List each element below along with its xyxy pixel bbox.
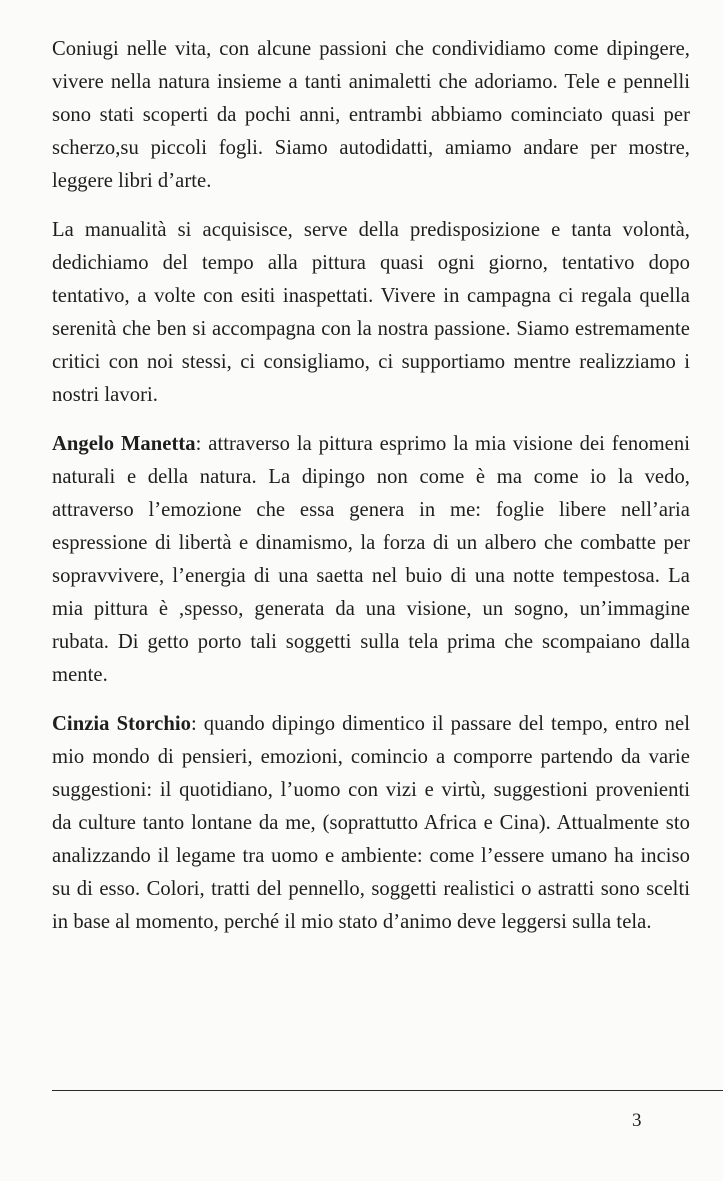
page-body xyxy=(52,33,690,955)
paragraph-intro: Coniugi nelle vita, con alcune passioni che condividiamo come dipingere, vivere nella natura insieme a tanti animaletti che adoriamo. Tele e pennelli sono stati scoperti da pochi anni, entrambi abbiamo cominciato quasi per scherzo,su piccoli fogli. Siamo autodidatti, amiamo andare per mostre, leggere libri d’arte. xyxy=(52,38,690,192)
paragraph-angelo-manetta xyxy=(52,428,690,692)
footer-rule xyxy=(52,1090,723,1091)
author-name: Cinzia Storchio xyxy=(52,713,191,735)
page-number: 3 xyxy=(632,1110,642,1131)
paragraph-text: : attraverso la pittura esprimo la mia visione dei fenomeni naturali e della natura. La dipingo non come è ma come io la vedo, attraverso l’emozione che essa genera in me: foglie libere nell’aria espressione di libertà e dinamismo, la forza di un albero che combatte per sopravvivere, l’energia di una saetta nel buio di una notte tempestosa. La mia pittura è ,spesso, generata da una visione, un sogno, un’immagine rubata. Di getto porto tali soggetti sulla tela prima che scompaiano dalla mente. xyxy=(52,433,690,686)
paragraph-cinzia-storchio xyxy=(52,708,690,939)
paragraph-text: : quando dipingo dimentico il passare del tempo, entro nel mio mondo di pensieri, emozioni, comincio a comporre partendo da varie suggestioni: il quotidiano, l’uomo con vizi e virtù, suggestioni provenienti da culture tanto lontane da me, (soprattutto Africa e Cina). Attualmente sto analizzando il legame tra uomo e ambiente: come l’essere umano ha inciso su di esso. Colori, tratti del pennello, soggetti realistici o astratti sono scelti in base al momento, perché il mio stato d’animo deve leggersi sulla tela. xyxy=(52,713,690,933)
paragraph-manual-skill: La manualità si acquisisce, serve della predisposizione e tanta volontà, dedichiamo del tempo alla pittura quasi ogni giorno, tentativo dopo tentativo, a volte con esiti inaspettati. Vivere in campagna ci regala quella serenità che ben si accompagna con la nostra passione. Siamo estremamente critici con noi stessi, ci consigliamo, ci supportiamo mentre realizziamo i nostri lavori. xyxy=(52,219,690,406)
author-name: Angelo Manetta xyxy=(52,433,196,455)
